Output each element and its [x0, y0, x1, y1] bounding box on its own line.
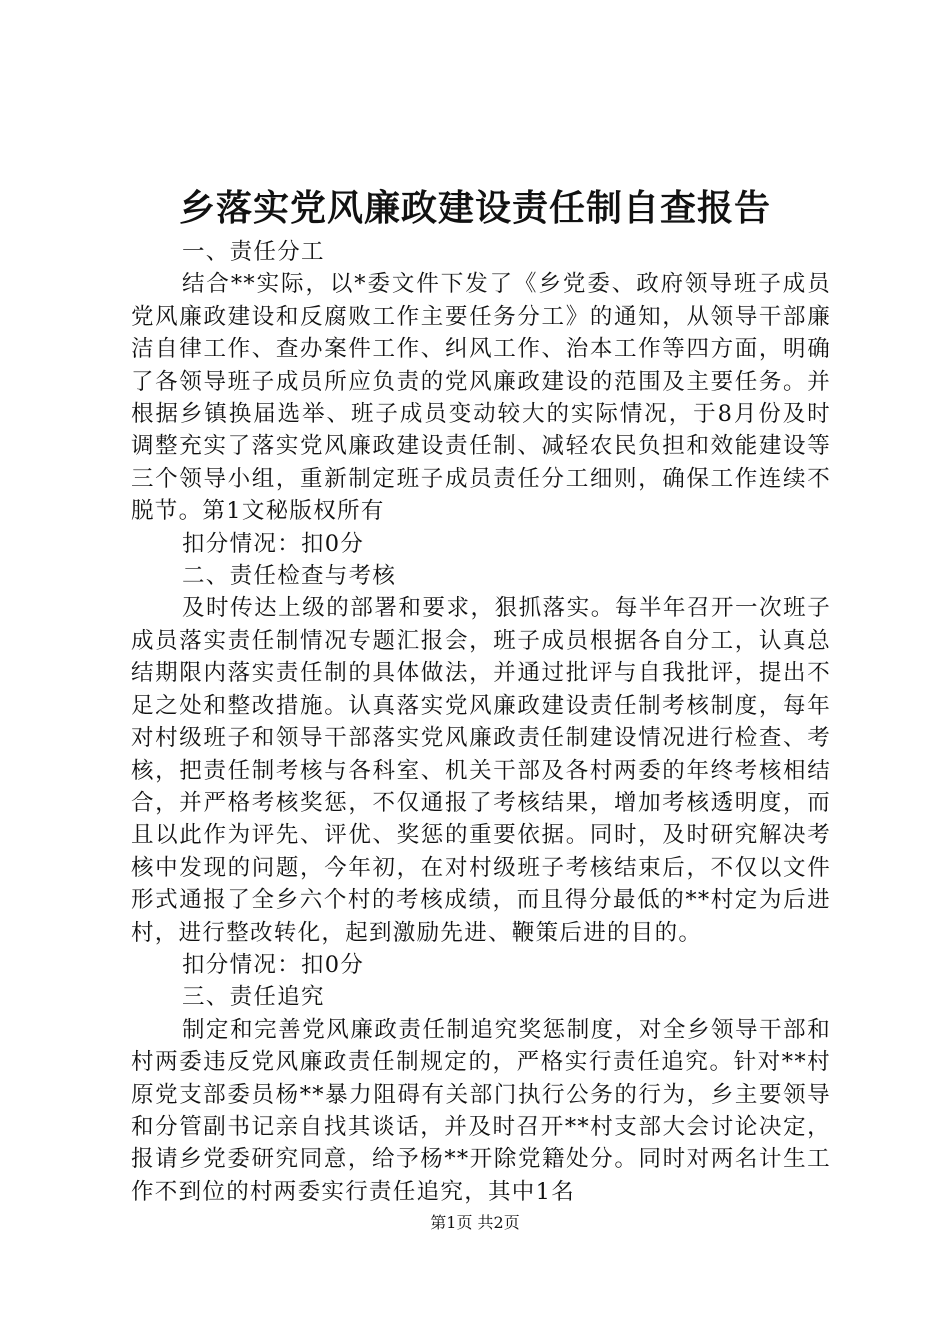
heading-accountability: 三、责任追究 — [182, 984, 325, 1011]
paragraph-inspection-assessment: 及时传达上级的部署和要求，狠抓落实。每半年召开一次班子成员落实责任制情况专题汇报会，班子成员根据各自分工，认真总结期限内落实责任制的具体做法，并通过批评与自我批评，提出不足之处和整改措施。认真落实党风廉政建设责任制考核制度，每年对村级班子和领导干部落实党风廉政责任制建设情况进行检查、考核，把责任制考核与各科室、机关干部及各村两委的年终考核相结合，并严格考核奖惩，不仅通报了考核结果，增加考核透明度，而且以此作为评先、评优、奖惩的重要依据。同时，及时研究解决考核中发现的问题，今年初，在对村级班子考核结束后，不仅以文件形式通报了全乡六个村的考核成绩，而且得分最低的**村定为后进村，进行整改转化，起到激励先进、鞭策后进的目的。 — [131, 595, 831, 946]
document-body — [131, 236, 831, 1208]
document-title: 乡落实党风廉政建设责任制自查报告 — [178, 187, 771, 229]
heading-responsibility-division: 一、责任分工 — [182, 239, 325, 265]
paragraph-accountability: 制定和完善党风廉政责任制追究奖惩制度，对全乡领导干部和村两委违反党风廉政责任制规定的，严格实行责任追究。针对**村原党支部委员杨**暴力阻碍有关部门执行公务的行为，乡主要领导和分管副书记亲自找其谈话，并及时召开**村支部大会讨论决定，报请乡党委研究同意，给予杨**开除党籍处分。同时对两名计生工作不到位的村两委实行责任追究，其中1名 — [131, 1016, 831, 1205]
paragraph-responsibility-division: 结合**实际，以*委文件下发了《乡党委、政府领导班子成员党风廉政建设和反腐败工作主要任务分工》的通知，从领导干部廉洁自律工作、查办案件工作、纠风工作、治本工作等四方面，明确了各领导班子成员所应负责的党风廉政建设的范围及主要任务。并根据乡镇换届选举、班子成员变动较大的实际情况，于8月份及时调整充实了落实党风廉政建设责任制、减轻农民负担和效能建设等三个领导小组，重新制定班子成员责任分工细则，确保工作连续不脱节。第1文秘版权所有 — [131, 271, 831, 525]
deduction-note-1: 扣分情况：扣0分 — [182, 530, 365, 557]
deduction-note-2: 扣分情况：扣0分 — [182, 951, 365, 978]
heading-inspection-assessment: 二、责任检查与考核 — [182, 563, 397, 590]
page-number-footer: 第1页 共2页 — [430, 1213, 520, 1232]
